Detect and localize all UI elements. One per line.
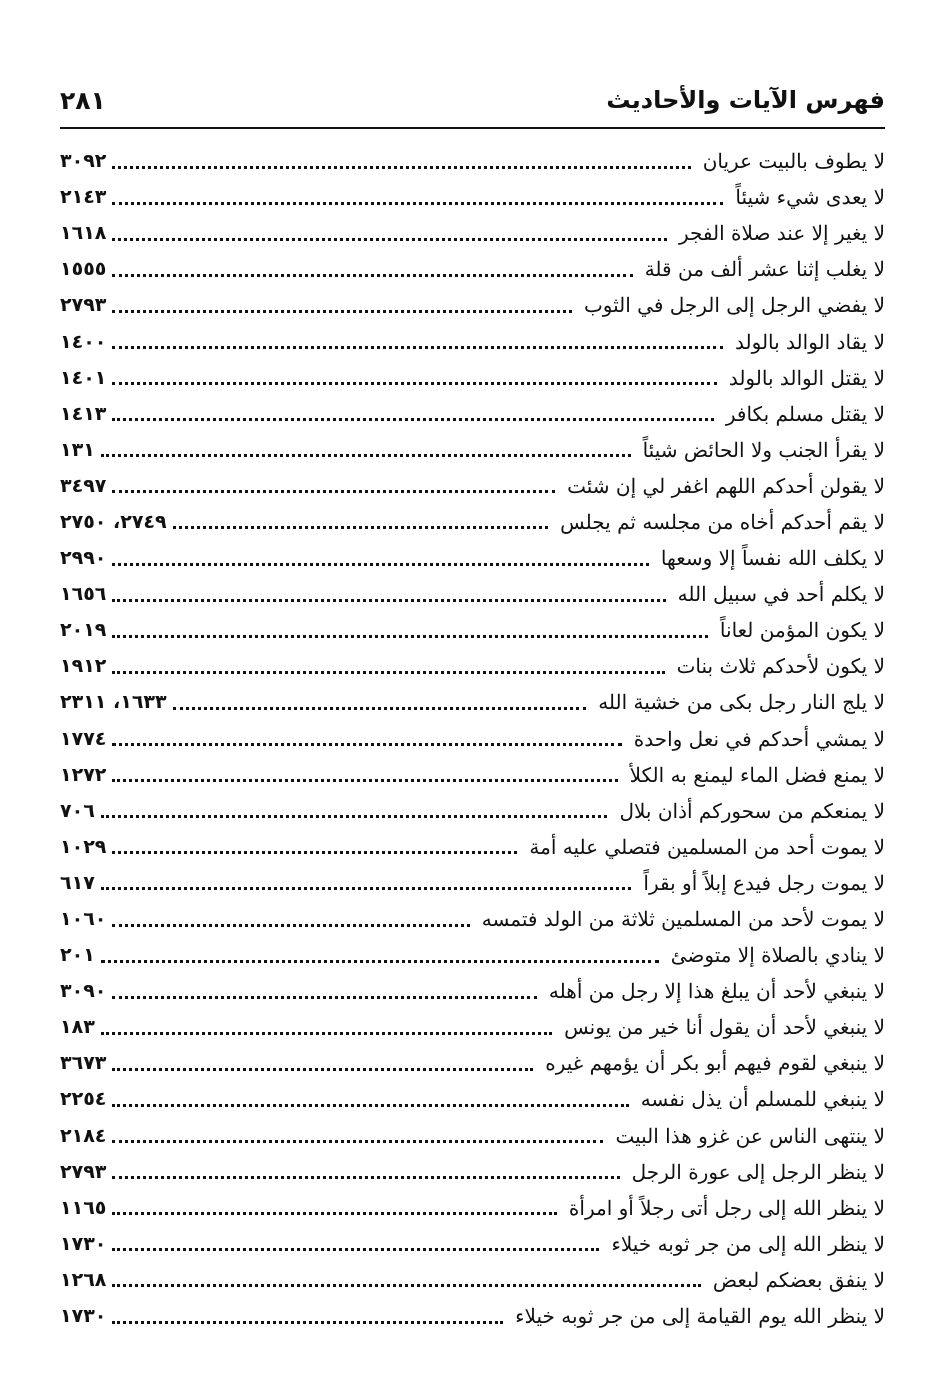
dot-leader [112, 274, 632, 277]
entry-reference-number: ٢١٤٣ [60, 186, 107, 209]
entry-text: لا يلج النار رجل بكى من خشية الله [598, 690, 885, 715]
index-entry [60, 1298, 885, 1334]
entry-text: لا ينظر الله إلى رجل أتى رجلاً أو امرأة [568, 1195, 885, 1220]
index-entry [60, 432, 885, 468]
index-entry [60, 504, 885, 540]
entry-reference-number: ٢٧٩٣ [60, 294, 107, 317]
dot-leader [112, 346, 723, 349]
entry-text: لا يطوف بالبيت عريان [702, 149, 885, 174]
entry-text: لا ينظر الرجل إلى عورة الرجل [631, 1159, 885, 1184]
dot-leader [173, 707, 587, 710]
index-entry [60, 360, 885, 396]
dot-leader [101, 960, 659, 963]
entry-text: لا يفضي الرجل إلى الرجل في الثوب [583, 293, 885, 318]
entry-text: لا يمنع فضل الماء ليمنع به الكلأ [629, 762, 885, 787]
entry-reference-number: ٢٢٥٤ [60, 1088, 107, 1111]
entry-text: لا يغلب إثنا عشر ألف من قلة [644, 257, 885, 282]
entry-text: لا ينادي بالصلاة إلا متوضئ [670, 943, 885, 968]
entry-text: لا ينظر الله يوم القيامة إلى من جر ثوبه خيلاء [515, 1304, 885, 1329]
entry-text: لا يكلم أحد في سبيل الله [677, 582, 885, 607]
index-entry [60, 287, 885, 323]
entry-text: لا يعدى شيء شيئاً [735, 185, 885, 210]
entry-text: لا يقم أحدكم أخاه من مجلسه ثم يجلس [560, 509, 885, 534]
index-entry [60, 1154, 885, 1190]
index-entry [60, 576, 885, 612]
index-entry [60, 215, 885, 251]
entry-reference-number: ٢٧٩٣ [60, 1160, 107, 1183]
dot-leader [112, 1068, 533, 1071]
dot-leader [112, 310, 572, 313]
entry-text: لا يكلف الله نفساً إلا وسعها [660, 546, 885, 571]
dot-leader [112, 1176, 619, 1179]
entry-text: لا يكون المؤمن لعاناً [719, 618, 885, 643]
index-entry [60, 143, 885, 179]
entry-text: لا ينظر الله إلى من جر ثوبه خيلاء [611, 1231, 885, 1256]
page-header [60, 80, 885, 120]
entry-text: لا يقاد الوالد بالولد [735, 329, 885, 354]
entry-reference-number: ١٨٣ [60, 1016, 95, 1039]
index-entry [60, 1226, 885, 1262]
entry-reference-number: ٢٠١٩ [60, 619, 107, 642]
entry-text: لا ينبغي للمسلم أن يذل نفسه [640, 1087, 885, 1112]
page-number: ٢٨١ [60, 85, 106, 115]
index-entry [60, 1009, 885, 1045]
dot-leader [112, 1321, 503, 1324]
entry-text: لا يمنعكم من سحوركم أذان بلال [619, 798, 885, 823]
entry-text: لا ينبغي لقوم فيهم أبو بكر أن يؤمهم غيره [545, 1051, 885, 1076]
index-entry [60, 179, 885, 215]
entry-reference-number: ١٦٣٣، ٢٣١١ [60, 691, 167, 714]
dot-leader [101, 454, 631, 457]
dot-leader [112, 924, 469, 927]
index-entry [60, 684, 885, 720]
dot-leader [112, 563, 649, 566]
index-entry [60, 1190, 885, 1226]
entry-reference-number: ١٦٥٦ [60, 583, 107, 606]
entry-text: لا يموت أحد من المسلمين فتصلي عليه أمة [529, 834, 885, 859]
index-entry [60, 757, 885, 793]
index-entry [60, 251, 885, 287]
dot-leader [112, 418, 713, 421]
entry-text: لا ينتهى الناس عن غزو هذا البيت [615, 1123, 885, 1148]
dot-leader [112, 238, 667, 241]
index-entry [60, 721, 885, 757]
entry-text: لا ينفق بعضكم لبعض [712, 1267, 885, 1292]
entry-reference-number: ١٥٥٥ [60, 258, 107, 281]
entry-reference-number: ١٧٣٠ [60, 1232, 107, 1255]
index-entry [60, 865, 885, 901]
dot-leader [112, 1104, 628, 1107]
index-entry [60, 396, 885, 432]
dot-leader [173, 526, 549, 529]
entry-reference-number: ٦١٧ [60, 871, 95, 894]
page-title: فهرس الآيات والأحاديث [606, 86, 885, 114]
entry-reference-number: ١٣١ [60, 438, 95, 461]
index-entry [60, 1081, 885, 1117]
entry-text: لا يموت رجل فيدع إبلاً أو بقراً [643, 870, 885, 895]
entry-text: لا يقرأ الجنب ولا الحائض شيئاً [642, 437, 885, 462]
dot-leader [112, 635, 708, 638]
entry-text: لا يغير إلا عند صلاة الفجر [678, 221, 885, 246]
entry-reference-number: ٢٠١ [60, 944, 95, 967]
dot-leader [112, 1140, 603, 1143]
dot-leader [112, 1212, 557, 1215]
entry-reference-number: ٢٧٤٩، ٢٧٥٠ [60, 510, 167, 533]
entry-reference-number: ٣٠٩٢ [60, 150, 107, 173]
index-entry [60, 468, 885, 504]
index-entry [60, 1262, 885, 1298]
entry-reference-number: ٣٦٧٣ [60, 1052, 107, 1075]
dot-leader [112, 202, 723, 205]
entry-reference-number: ١٠٦٠ [60, 908, 107, 931]
entry-reference-number: ١٤٠٠ [60, 330, 107, 353]
entry-reference-number: ٢١٨٤ [60, 1124, 107, 1147]
index-entry [60, 540, 885, 576]
index-entry [60, 973, 885, 1009]
dot-leader [112, 599, 665, 602]
index-entry [60, 1118, 885, 1154]
entry-reference-number: ١٩١٢ [60, 655, 107, 678]
entry-text: لا يقولن أحدكم اللهم اغفر لي إن شئت [567, 473, 885, 498]
entry-reference-number: ١٤١٣ [60, 402, 107, 425]
entry-text: لا يقتل مسلم بكافر [725, 401, 885, 426]
index-entry [60, 648, 885, 684]
dot-leader [101, 815, 608, 818]
dot-leader [112, 1248, 599, 1251]
entry-text: لا يقتل الوالد بالولد [728, 365, 885, 390]
dot-leader [112, 382, 716, 385]
dot-leader [112, 851, 517, 854]
entry-reference-number: ١٤٠١ [60, 366, 107, 389]
dot-leader [112, 1284, 701, 1287]
entry-reference-number: ٣٤٩٧ [60, 474, 107, 497]
entry-text: لا ينبغي لأحد أن يبلغ هذا إلا رجل من أهله [548, 979, 885, 1004]
index-list [60, 143, 885, 1334]
entry-reference-number: ١٦١٨ [60, 222, 107, 245]
index-entry [60, 1045, 885, 1081]
entry-text: لا يمشي أحدكم في نعل واحدة [633, 726, 885, 751]
entry-reference-number: ١٧٣٠ [60, 1305, 107, 1328]
entry-reference-number: ٢٩٩٠ [60, 547, 107, 570]
index-entry [60, 829, 885, 865]
index-entry [60, 323, 885, 359]
entry-text: لا يكون لأحدكم ثلاث بنات [676, 654, 885, 679]
entry-reference-number: ١٧٧٤ [60, 727, 107, 750]
entry-reference-number: ١١٦٥ [60, 1196, 107, 1219]
dot-leader [112, 671, 664, 674]
index-entry [60, 793, 885, 829]
dot-leader [112, 779, 617, 782]
entry-reference-number: ١٢٦٨ [60, 1268, 107, 1291]
dot-leader [112, 166, 690, 169]
index-entry [60, 901, 885, 937]
dot-leader [101, 887, 632, 890]
dot-leader [112, 490, 555, 493]
dot-leader [112, 743, 621, 746]
index-entry [60, 937, 885, 973]
entry-reference-number: ١٠٢٩ [60, 835, 107, 858]
entry-reference-number: ٧٠٦ [60, 799, 95, 822]
index-entry [60, 612, 885, 648]
header-rule [60, 127, 885, 129]
entry-reference-number: ٣٠٩٠ [60, 980, 107, 1003]
entry-text: لا ينبغي لأحد أن يقول أنا خير من يونس [564, 1015, 885, 1040]
entry-text: لا يموت لأحد من المسلمين ثلاثة من الولد فتمسه [481, 907, 885, 932]
dot-leader [101, 1032, 552, 1035]
dot-leader [112, 996, 537, 999]
entry-reference-number: ١٢٧٢ [60, 763, 107, 786]
